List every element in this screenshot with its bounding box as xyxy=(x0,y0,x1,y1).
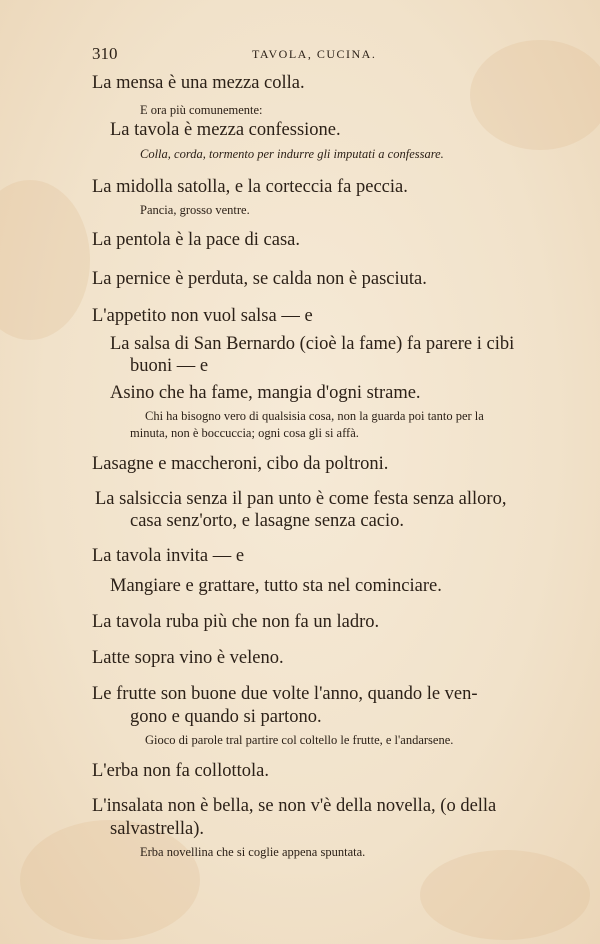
proverb-line: L'erba non fa collottola. xyxy=(92,761,269,781)
proverb-line: L'appetito non vuol salsa — e xyxy=(92,306,313,326)
proverb-line: La salsa di San Bernardo (cioè la fame) fa parere i cibi xyxy=(110,334,515,354)
proverb-line: Lasagne e maccheroni, cibo da poltroni. xyxy=(92,454,389,474)
running-title: TAVOLA, CUCINA. xyxy=(252,47,377,61)
gloss-line: Erba novellina che si coglie appena spuntata. xyxy=(140,845,366,859)
gloss-line: E ora più comunemente: xyxy=(140,103,263,117)
proverb-line: La tavola è mezza confessione. xyxy=(110,120,341,140)
proverb-line: casa senz'orto, e lasagne senza cacio. xyxy=(130,511,405,531)
page-header xyxy=(92,44,560,64)
proverb-line: La midolla satolla, e la corteccia fa peccia. xyxy=(92,177,408,197)
page-number: 310 xyxy=(92,44,118,63)
gloss-line: Colla, corda, tormento per indurre gli imputati a confessare. xyxy=(140,147,444,161)
proverb-line: Latte sopra vino è veleno. xyxy=(92,648,284,668)
proverb-line: La mensa è una mezza colla. xyxy=(92,73,305,93)
proverb-line: La salsiccia senza il pan unto è come festa senza alloro, xyxy=(95,489,507,509)
gloss-line: minuta, non è boccuccia; ogni cosa gli si affà. xyxy=(130,426,359,440)
proverb-line: L'insalata non è bella, se non v'è della novella, (o della xyxy=(92,796,497,816)
proverb-line: gono e quando si partono. xyxy=(130,707,322,727)
proverb-line: Mangiare e grattare, tutto sta nel cominciare. xyxy=(110,576,442,596)
gloss-line: Pancia, grosso ventre. xyxy=(140,203,250,217)
paper-stain xyxy=(0,180,90,340)
proverb-line: La pentola è la pace di casa. xyxy=(92,230,301,250)
proverb-line: Le frutte son buone due volte l'anno, quando le ven- xyxy=(92,684,478,704)
proverb-line: La tavola ruba più che non fa un ladro. xyxy=(92,612,380,632)
proverb-line: Asino che ha fame, mangia d'ogni strame. xyxy=(110,383,421,403)
gloss-line: Gioco di parole tral partire col coltello le frutte, e l'andarsene. xyxy=(145,733,454,747)
proverb-line: salvastrella). xyxy=(110,819,204,839)
proverb-line: La tavola invita — e xyxy=(92,546,245,566)
gloss-line: Chi ha bisogno vero di qualsisia cosa, non la guarda poi tanto per la xyxy=(145,409,484,423)
proverb-line: La pernice è perduta, se calda non è pasciuta. xyxy=(92,269,427,289)
paper-stain xyxy=(420,850,590,940)
proverb-line: buoni — e xyxy=(130,356,209,376)
